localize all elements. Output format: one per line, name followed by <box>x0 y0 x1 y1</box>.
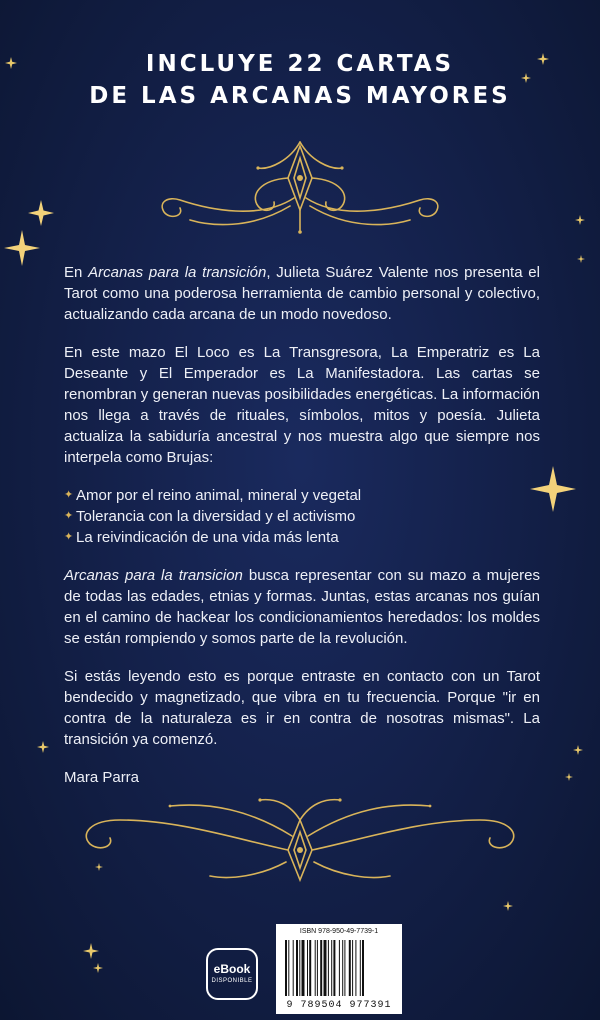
list-item <box>64 527 540 548</box>
author-signature: Mara Parra <box>64 769 140 786</box>
list-item <box>64 506 540 527</box>
barcode-digits: 9 789504 977391 <box>286 1000 392 1011</box>
barcode-bar <box>339 940 340 996</box>
paragraph-intro <box>64 262 540 325</box>
sparkle-star-icon <box>2 228 42 268</box>
barcode-bar <box>309 940 311 996</box>
ebook-badge <box>206 948 258 1000</box>
barcode-icon <box>285 940 393 996</box>
ebook-label: eBook <box>213 962 251 976</box>
sparkle-star-icon <box>574 214 586 226</box>
sparkle-star-icon <box>536 52 550 66</box>
paragraph-intro-lead: En <box>64 264 89 281</box>
barcode-bar <box>320 940 322 996</box>
list-item <box>64 485 540 506</box>
sparkle-star-icon <box>502 900 514 912</box>
barcode-bar <box>349 940 351 996</box>
barcode-bar <box>285 940 287 996</box>
bottom-ornament-icon <box>60 790 540 890</box>
cover-heading <box>0 48 600 112</box>
barcode-bar <box>328 940 329 996</box>
isbn-label: ISBN 978-950-49-7739-1 <box>299 928 379 935</box>
sparkle-star-icon <box>572 744 584 756</box>
barcode-bar <box>331 940 332 996</box>
sparkle-star-icon <box>92 962 104 974</box>
sparkle-star-icon <box>26 198 56 228</box>
sparkle-star-icon <box>94 862 104 872</box>
barcode-bar <box>360 940 361 996</box>
list-item-text: Amor por el reino animal, mineral y vegetal <box>76 487 362 504</box>
paragraph-deck: En este mazo El Loco es La Transgresora, La Emperatriz es La Deseante y El Emperador es La Manifestadora. Las cartas se renombran y generan nuevas posibilidades energéticas. La información nos llega a través de rituales, símbolos, mitos y poesía. Julieta actualiza la sabiduría ancestral y nos muestra algo que siempre nos interpela como Brujas: <box>64 344 540 466</box>
barcode-bar <box>344 940 345 996</box>
barcode-bar <box>296 940 298 996</box>
barcode-bar <box>317 940 318 996</box>
book-title: Arcanas para la transicion <box>64 567 243 584</box>
barcode-bar <box>315 940 316 996</box>
barcode-bar <box>333 940 335 996</box>
paragraph-closing: Si estás leyendo esto es porque entraste en contacto con un Tarot bendecido y magnetizado, que vibra en tu frecuencia. Porque "ir en contra de la naturaleza es ir en contra de nosotras mismas". La transición ya comenzó. <box>64 668 540 748</box>
list-item-text: Tolerancia con la diversidad y el activismo <box>76 508 356 525</box>
isbn-barcode-box <box>276 924 402 1014</box>
list-item-text: La reivindicación de una vida más lenta <box>76 529 339 546</box>
paragraph-mission-text: busca representar con su mazo a mujeres de todas las edades, etnias y formas. Juntas, estas arcanas nos guían en el camino de hackear los condicionamientos heredados: los moldes se están rompiendo y somos parte de la revolución. <box>64 567 540 647</box>
top-ornament-icon <box>140 140 460 240</box>
heading-line-2: DE LAS ARCANAS MAYORES <box>89 83 511 109</box>
sparkle-star-icon <box>36 740 50 754</box>
sparkle-star-icon <box>4 56 18 70</box>
barcode-bar <box>293 940 294 996</box>
heading-line-1: INCLUYE 22 CARTAS <box>145 51 455 77</box>
small-star-bullet-icon: ✦ <box>64 510 74 522</box>
ebook-sublabel: DISPONIBLE <box>211 978 253 984</box>
barcode-bar <box>352 940 353 996</box>
barcode-bar <box>302 940 305 996</box>
small-star-bullet-icon: ✦ <box>64 531 74 543</box>
sparkle-star-icon <box>520 72 532 84</box>
barcode-bar <box>362 940 364 996</box>
barcode-bar <box>288 940 289 996</box>
barcode-bar <box>342 940 343 996</box>
paragraph-mission <box>64 565 540 649</box>
sparkle-star-icon <box>576 254 586 264</box>
paragraph-intro-text: , Julieta Suárez Valente nos presenta el Tarot como una poderosa herramienta de cambio personal y colectivo, actualizando cada arcana de un modo novedoso. <box>64 264 540 323</box>
sparkle-star-icon <box>564 772 574 782</box>
sparkle-star-icon <box>82 942 100 960</box>
small-star-bullet-icon: ✦ <box>64 489 74 501</box>
barcode-bar <box>307 940 308 996</box>
book-title: Arcanas para la transición <box>88 264 267 281</box>
values-list <box>64 485 540 548</box>
barcode-bar <box>299 940 300 996</box>
barcode-bar <box>324 940 327 996</box>
barcode-bar <box>355 940 356 996</box>
back-cover-text <box>64 262 540 805</box>
